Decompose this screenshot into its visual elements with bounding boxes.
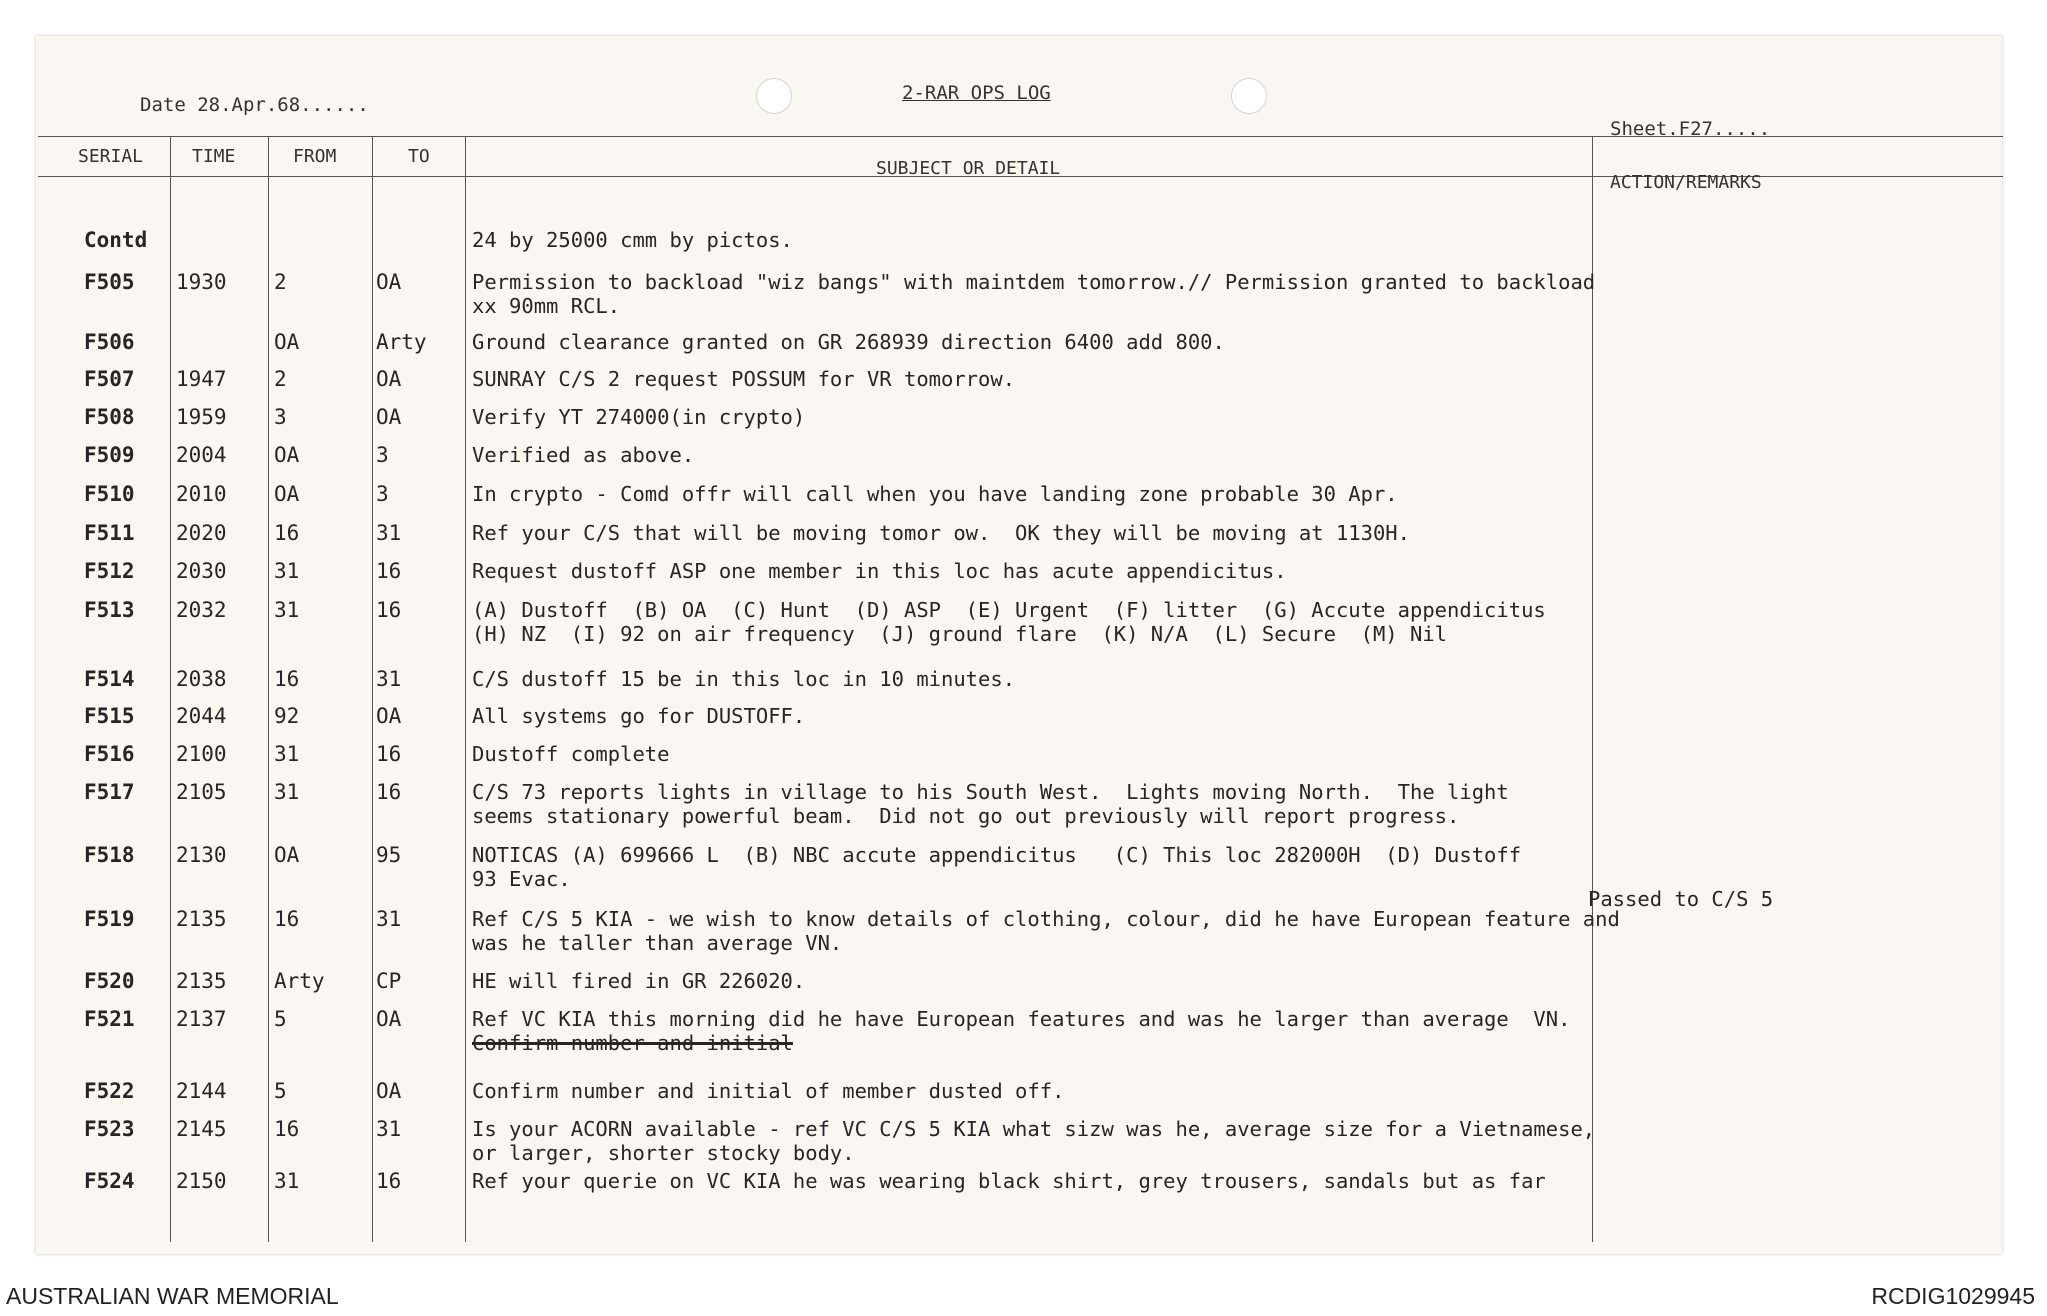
detail-line: (A) Dustoff (B) OA (C) Hunt (D) ASP (E) Urgent (F) litter (G) Accute appendicitus <box>472 598 1546 622</box>
to-cell: OA <box>376 270 402 294</box>
sheet-value: F27..... <box>1678 118 1771 140</box>
detail-line: Verified as above. <box>472 443 695 467</box>
detail-line: Request dustoff ASP one member in this loc has acute appendicitus. <box>472 559 1287 583</box>
detail-line: Ref your C/S that will be moving tomor ow. OK they will be moving at 1130H. <box>472 521 1410 545</box>
date-value: 28.Apr.68...... <box>197 94 369 116</box>
serial-cell: F522 <box>84 1079 135 1103</box>
detail-line: Confirm number and initial of member dusted off. <box>472 1079 1065 1103</box>
to-cell: OA <box>376 704 402 728</box>
from-cell: 5 <box>274 1079 287 1103</box>
serial-cell: F515 <box>84 704 135 728</box>
from-cell: 2 <box>274 270 287 294</box>
detail-line: Ref VC KIA this morning did he have European features and was he larger than average VN. <box>472 1007 1571 1031</box>
serial-cell: F519 <box>84 907 135 931</box>
to-cell: 16 <box>376 1169 402 1193</box>
remark-cell: Passed to C/S 5 <box>1588 887 1774 911</box>
time-cell: 2044 <box>176 704 227 728</box>
to-cell: 3 <box>376 443 389 467</box>
time-cell: 2038 <box>176 667 227 691</box>
from-cell: OA <box>274 330 300 354</box>
time-cell: 2145 <box>176 1117 227 1141</box>
time-cell: 2020 <box>176 521 227 545</box>
time-cell: 1947 <box>176 367 227 391</box>
from-cell: 31 <box>274 780 300 804</box>
detail-line: In crypto - Comd offr will call when you have landing zone probable 30 Apr. <box>472 482 1398 506</box>
time-cell: 2130 <box>176 843 227 867</box>
from-cell: 3 <box>274 405 287 429</box>
time-cell: 2135 <box>176 969 227 993</box>
to-cell: CP <box>376 969 402 993</box>
time-cell: 2004 <box>176 443 227 467</box>
detail-line: All systems go for DUSTOFF. <box>472 704 806 728</box>
column-header-remarks: ACTION/REMARKS <box>1610 172 1762 193</box>
page-title: 2-RAR OPS LOG <box>902 82 1051 104</box>
serial-cell: F510 <box>84 482 135 506</box>
to-cell: 16 <box>376 780 402 804</box>
column-header-serial: SERIAL <box>78 146 144 167</box>
serial-cell: F516 <box>84 742 135 766</box>
from-cell: 16 <box>274 521 300 545</box>
footer-source: AUSTRALIAN WAR MEMORIAL <box>6 1283 339 1309</box>
time-cell: 2105 <box>176 780 227 804</box>
detail-line: C/S 73 reports lights in village to his South West. Lights moving North. The light <box>472 780 1509 804</box>
to-cell: 31 <box>376 667 402 691</box>
serial-cell: F509 <box>84 443 135 467</box>
time-cell: 2135 <box>176 907 227 931</box>
from-cell: 16 <box>274 667 300 691</box>
time-cell: 2144 <box>176 1079 227 1103</box>
detail-line: Is your ACORN available - ref VC C/S 5 KIA what sizw was he, average size for a Vietnamese, <box>472 1117 1596 1141</box>
detail-line: seems stationary powerful beam. Did not go out previously will report progress. <box>472 804 1460 828</box>
detail-line: (H) NZ (I) 92 on air frequency (J) ground flare (K) N/A (L) Secure (M) Nil <box>472 622 1448 646</box>
to-cell: 31 <box>376 907 402 931</box>
date-label: Date <box>140 94 186 116</box>
from-cell: 31 <box>274 1169 300 1193</box>
detail-line: Dustoff complete <box>472 742 670 766</box>
detail-line: Permission to backload "wiz bangs" with maintdem tomorrow.// Permission granted to backload <box>472 270 1596 294</box>
column-header-subject: SUBJECT OR DETAIL <box>876 158 1061 179</box>
serial-cell: F524 <box>84 1169 135 1193</box>
detail-line: C/S dustoff 15 be in this loc in 10 minutes. <box>472 667 1016 691</box>
to-cell: OA <box>376 1079 402 1103</box>
column-header-to: TO <box>408 146 430 167</box>
from-cell: 2 <box>274 367 287 391</box>
detail-line: 24 by 25000 cmm by pictos. <box>472 228 793 252</box>
to-cell: 16 <box>376 742 402 766</box>
time-cell: 1930 <box>176 270 227 294</box>
from-cell: 16 <box>274 1117 300 1141</box>
to-cell: 3 <box>376 482 389 506</box>
detail-line: Ground clearance granted on GR 268939 direction 6400 add 800. <box>472 330 1225 354</box>
from-cell: 31 <box>274 598 300 622</box>
to-cell: OA <box>376 367 402 391</box>
from-cell: 31 <box>274 742 300 766</box>
serial-cell: F505 <box>84 270 135 294</box>
serial-cell: F512 <box>84 559 135 583</box>
to-cell: 16 <box>376 559 402 583</box>
to-cell: 31 <box>376 1117 402 1141</box>
serial-cell: F521 <box>84 1007 135 1031</box>
time-cell: 2010 <box>176 482 227 506</box>
to-cell: Arty <box>376 330 427 354</box>
footer-reference: RCDIG1029945 <box>1871 1283 2035 1309</box>
detail-line: or larger, shorter stocky body. <box>472 1141 855 1165</box>
to-cell: OA <box>376 1007 402 1031</box>
from-cell: Arty <box>274 969 325 993</box>
serial-cell: F513 <box>84 598 135 622</box>
time-cell: 2032 <box>176 598 227 622</box>
from-cell: OA <box>274 843 300 867</box>
from-cell: OA <box>274 482 300 506</box>
sheet-label: Sheet. <box>1610 118 1679 140</box>
detail-line: was he taller than average VN. <box>472 931 843 955</box>
serial-cell: F507 <box>84 367 135 391</box>
serial-cell: F518 <box>84 843 135 867</box>
time-cell: 2137 <box>176 1007 227 1031</box>
column-header-from: FROM <box>293 146 337 167</box>
serial-cell: F508 <box>84 405 135 429</box>
to-cell: 95 <box>376 843 402 867</box>
time-cell: 2100 <box>176 742 227 766</box>
detail-line: NOTICAS (A) 699666 L (B) NBC accute appendicitus (C) This loc 282000H (D) Dustoff <box>472 843 1522 867</box>
detail-line: SUNRAY C/S 2 request POSSUM for VR tomorrow. <box>472 367 1016 391</box>
detail-line: Verify YT 274000(in crypto) <box>472 405 806 429</box>
from-cell: 31 <box>274 559 300 583</box>
from-cell: 92 <box>274 704 300 728</box>
serial-cell: F514 <box>84 667 135 691</box>
detail-line: Confirm number and initial <box>472 1031 793 1055</box>
detail-line: Ref your querie on VC KIA he was wearing black shirt, grey trousers, sandals but as far <box>472 1169 1546 1193</box>
serial-cell: F506 <box>84 330 135 354</box>
serial-cell: Contd <box>84 228 148 252</box>
detail-line: Ref C/S 5 KIA - we wish to know details of clothing, colour, did he have European feature and <box>472 907 1620 931</box>
from-cell: OA <box>274 443 300 467</box>
time-cell: 2150 <box>176 1169 227 1193</box>
detail-line: HE will fired in GR 226020. <box>472 969 806 993</box>
time-cell: 2030 <box>176 559 227 583</box>
serial-cell: F511 <box>84 521 135 545</box>
detail-line: xx 90mm RCL. <box>472 294 621 318</box>
to-cell: 31 <box>376 521 402 545</box>
column-header-time: TIME <box>192 146 236 167</box>
to-cell: OA <box>376 405 402 429</box>
serial-cell: F517 <box>84 780 135 804</box>
serial-cell: F523 <box>84 1117 135 1141</box>
from-cell: 5 <box>274 1007 287 1031</box>
to-cell: 16 <box>376 598 402 622</box>
from-cell: 16 <box>274 907 300 931</box>
time-cell: 1959 <box>176 405 227 429</box>
detail-line: 93 Evac. <box>472 867 571 891</box>
serial-cell: F520 <box>84 969 135 993</box>
